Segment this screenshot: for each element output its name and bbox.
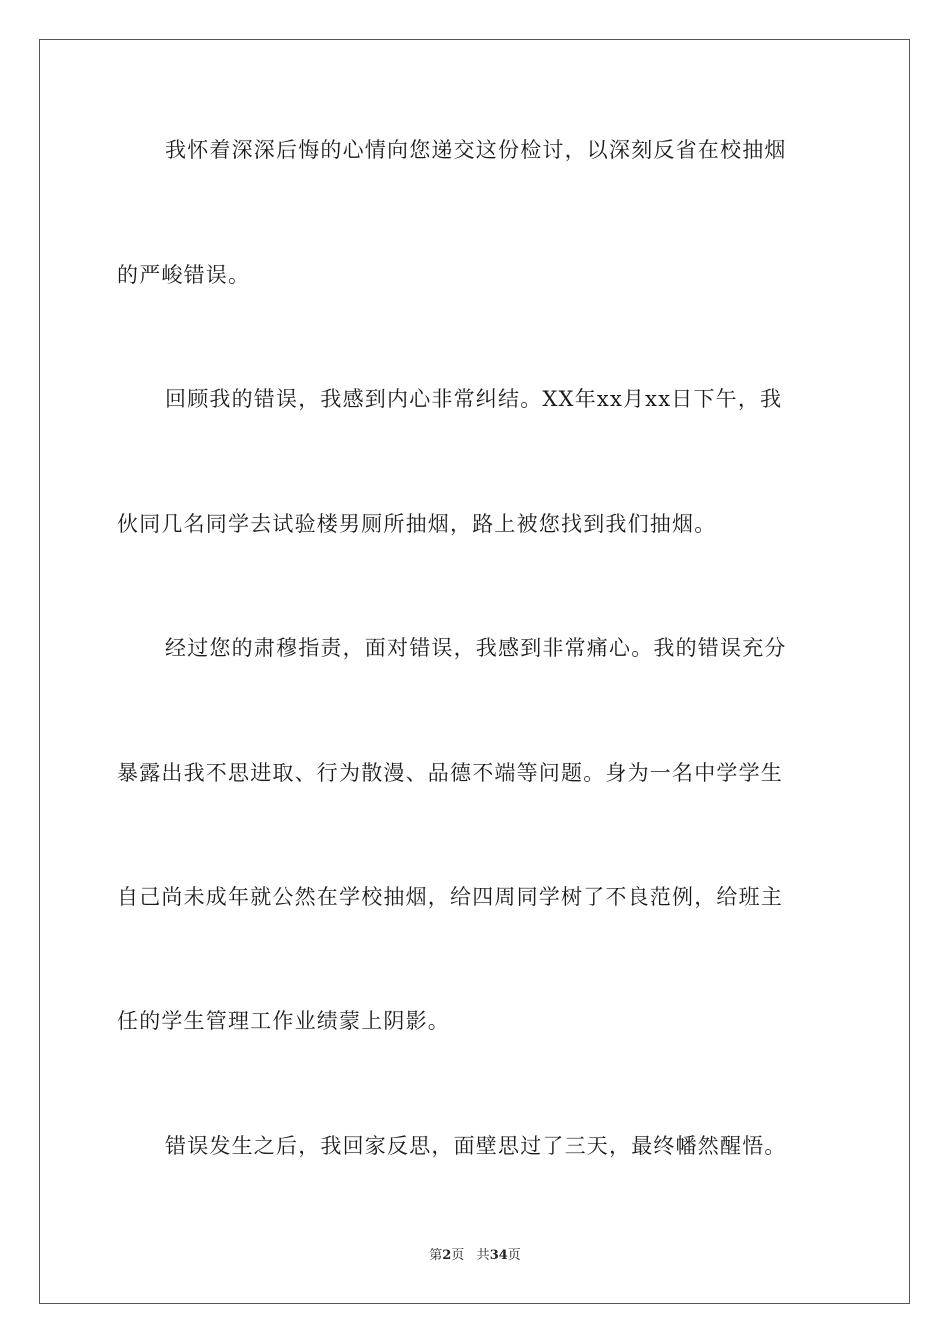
paragraph-1-line-2: 的严峻错误。 bbox=[117, 263, 251, 287]
total-pages: 34 bbox=[489, 1248, 508, 1263]
page-prefix: 第 bbox=[429, 1248, 443, 1263]
paragraph-2-line-2: 伙同几名同学去试验楼男厕所抽烟，路上被您找到我们抽烟。 bbox=[117, 512, 717, 536]
page-number: 2 bbox=[442, 1248, 452, 1263]
paragraph-3-line-1: 经过您的肃穆指责，面对错误，我感到非常痛心。我的错误充分 bbox=[165, 636, 787, 660]
paragraph-3-line-2: 暴露出我不思进取、行为散漫、品德不端等问题。身为一名中学学生 bbox=[117, 761, 783, 785]
paragraph-4-line-1: 错误发生之后，我回家反思，面壁思过了三天，最终幡然醒悟。 bbox=[165, 1134, 787, 1158]
page-suffix: 页 bbox=[451, 1248, 465, 1263]
page-footer bbox=[0, 1247, 950, 1265]
total-suffix: 页 bbox=[507, 1248, 521, 1263]
paragraph-2-line-1: 回顾我的错误，我感到内心非常纠结。XX年xx月xx日下午，我 bbox=[165, 387, 783, 411]
page-frame bbox=[39, 39, 910, 1304]
paragraph-3-line-4: 任的学生管理工作业绩蒙上阴影。 bbox=[117, 1009, 450, 1033]
total-prefix: 共 bbox=[476, 1248, 490, 1263]
paragraph-1-line-1: 我怀着深深后悔的心情向您递交这份检讨，以深刻反省在校抽烟 bbox=[165, 138, 787, 162]
paragraph-3-line-3: 自己尚未成年就公然在学校抽烟，给四周同学树了不良范例，给班主 bbox=[117, 885, 783, 909]
